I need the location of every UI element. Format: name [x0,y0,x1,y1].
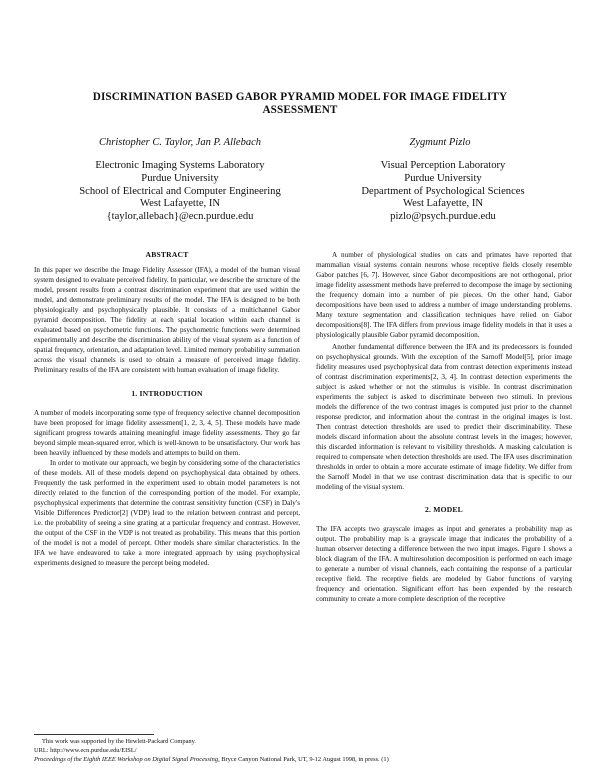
affiliation-line: Department of Psychological Sciences [361,185,525,197]
affiliation-line: West Lafayette, IN [139,198,221,210]
proceedings-venue: Proceedings of the Eighth IEEE Workshop on Digital Signal Processing [34,756,219,763]
title-line-2: ASSESSMENT [262,104,338,116]
paper-title [40,91,560,117]
discrimination-paragraph: Another fundamental difference between the IFA and its predecessors is founded on psychophysical grounds. With the exception of the Sarnoff Model[5], prior image fidelity measures used psychophysical data from contrast detection experiments instead of contrast discrimination experiments[2, 3, 4]. In contrast detection experiments the subject is asked whether or not the stimulus is visible. In contrast discrimination experiments the subject is asked to discriminate between two stimuli. In previous models the difference of the two contrast images is computed just prior to the channel response predictor, and information about the contrast in the original images is lost. Then contrast detection thresholds are used to predict their discriminability. These models discard information about the absolute contrast levels in the images; however, this discarded information is relevant to visibility thresholds. A masking calculation is required to compensate when detection thresholds are used. The IFA uses discrimination thresholds in order to obtain a more accurate estimate of image fidelity. We differ from the Sarnoff Model in that we use contrast discrimination data that is specific to our modeling of the visual system. [316,343,572,491]
footnotes [34,737,574,764]
gabor-paragraph: A number of physiological studies on cats and primates have reported that mammalian visual systems contain neurons whose receptive fields closely resemble Gabor patches [6, 7]. However, since Gabor decompositions are not orthogonal, prior image fidelity assessment methods have preferred to decompose the image by sectioning the frequency domain into a number of pie pieces. On the other hand, Gabor decompositions have been used to address a number of image understanding problems. Many texture segmentation and classification techniques have relied on Gabor decompositions[8]. The IFA differs from previous image fidelity models in that it uses a physiologically plausible Gabor pyramid decomposition. [316,251,572,339]
affiliation-line: School of Electrical and Computer Engineering [79,185,281,197]
proceedings-details: , Bryce Canyon National Park, UT, 9-12 August 1998, in press. (1) [218,756,389,763]
intro-paragraph-1: A number of models incorporating some type of frequency selective channel decomposition have been proposed for image fidelity assessment[1, 2, 3, 4, 5]. These models have made significant progress towards attaining meaningful image fidelity assessments. They go far beyond simple mean-squared error, which is well-known to be unsatisfactory. Our work has been heavily influenced by these models and attempts to build on them. [34,409,300,457]
intro-paragraph-2: In order to motivate our approach, we begin by considering some of the characteristics of these models. All of these models depend on psychophysical data obtained by others. Frequently the task performed in the experiment used to obtain model parameters is not directly related to the function of the corresponding portion of the model. For example, psychophysical experiments that determine the contrast sensitivity function (CSF) in Daly's Visible Differences Predictor[2] (VDP) lead to the relation between contrast and percept, i.e. the probability of seeing a sine grating at a particular frequency and contrast. However, the output of the CSF in the VDP is not treated as probability. This means that this portion of the model is not a model of percept. Other models share similar characteristics. In the IFA we have endeavored to take a more integrated approach by using psychophysical experiments designed to measure the percept being modeled. [34,459,300,567]
abstract-heading: ABSTRACT [145,250,189,259]
affiliation-line: West Lafayette, IN [402,198,484,210]
affiliation-line: Purdue University [404,172,482,184]
affiliation-line: Purdue University [141,172,219,184]
proceedings-line [34,755,574,764]
affiliation-line: Electronic Imaging Systems Laboratory [95,160,265,171]
left-column [34,250,300,568]
affiliation-right [318,160,568,224]
affiliation-left [42,160,318,224]
introduction-heading: 1. INTRODUCTION [131,389,203,398]
model-paragraph: The IFA accepts two grayscale images as input and generates a probability map as output. The probability map is a grayscale image that indicates the probability of a human observer detecting a difference between the two input images. Figure 1 shows a block diagram of the IFA. A multiresolution decomposition is performed on each image to generate a number of visual channels, each containing the response of a particular receptive field. The receptive fields are modeled by Gabor functions of varying frequency and orientation. Significant effort has been expended by the research community to create a more complete description of the receptive [316,525,572,603]
authors-right: Zygmunt Pizlo [409,137,471,148]
affiliation-email: pizlo@psych.purdue.edu [390,211,496,223]
model-heading: 2. MODEL [425,505,463,514]
footnote-url: URL: http://www.ecn.purdue.edu/EISL/ [34,747,137,754]
footnote-rule [34,734,154,735]
affiliation-email: {taylor,allebach}@ecn.purdue.edu [106,211,254,223]
right-column [316,250,572,604]
authors-left: Christopher C. Taylor, Jan P. Allebach [99,137,261,148]
abstract-text: In this paper we describe the Image Fidelity Assessor (IFA), a model of the human visual system designed to evaluate perceived fidelity. In particular, we describe the structure of the model, present results from a contrast discrimination experiment that are used within the model, and demonstrate preliminary results of the model. The IFA is designed to be both physiologically and psychophysically plausible. It consists of a multichannel Gabor pyramid decomposition. The fidelity at each spatial location within each channel is evaluated based on psychometric functions. The psychometric functions were determined experimentally and describe the discrimination ability of the visual system as a function of spatial frequency, orientation, and adaptation level. Limited memory probability summation across the visual channels is used to obtain a measure of perceived image fidelity. Preliminary results of the IFA are consistent with human evaluation of image fidelity. [34,266,300,374]
footnote-support: This work was supported by the Hewlett-Packard Company. [42,738,196,745]
title-line-1: DISCRIMINATION BASED GABOR PYRAMID MODEL FOR IMAGE FIDELITY [92,91,508,103]
affiliation-line: Visual Perception Laboratory [380,160,506,171]
